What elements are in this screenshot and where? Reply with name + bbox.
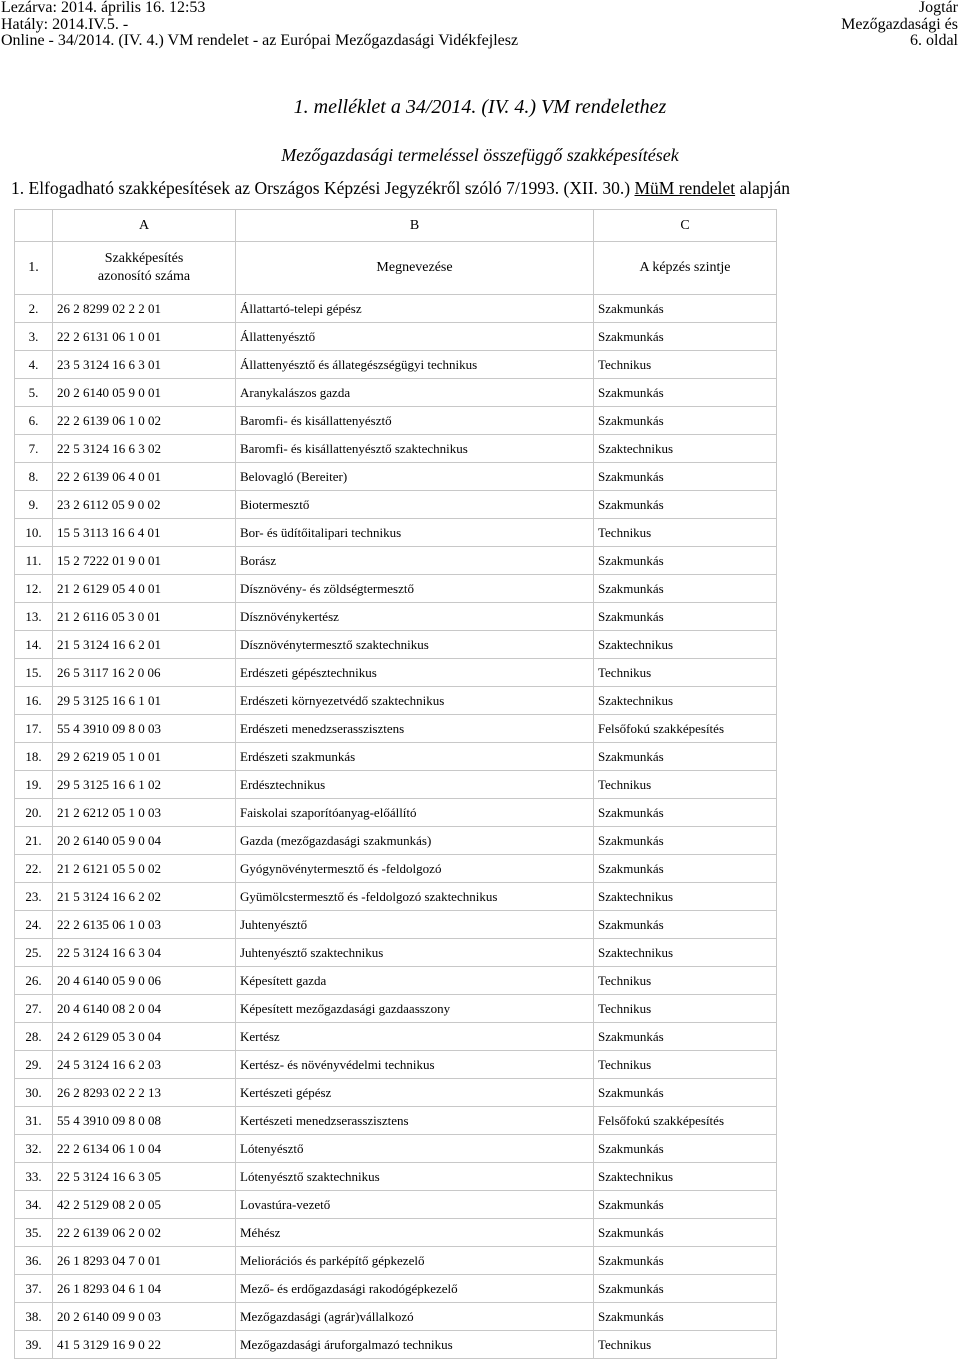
row-number: 8. — [15, 463, 53, 491]
qualification-code: 21 2 6116 05 3 0 01 — [53, 603, 236, 631]
qualification-name: Baromfi- és kisállattenyésztő szaktechnikus — [236, 435, 594, 463]
row-number: 35. — [15, 1219, 53, 1247]
table-row — [15, 1079, 777, 1107]
table-row — [15, 911, 777, 939]
row-number: 20. — [15, 799, 53, 827]
header-name: Megnevezése — [236, 242, 594, 295]
training-level: Technikus — [594, 1051, 777, 1079]
training-level: Technikus — [594, 995, 777, 1023]
qualification-name: Kertészeti gépész — [236, 1079, 594, 1107]
row-number: 19. — [15, 771, 53, 799]
qualification-code: 22 2 6139 06 4 0 01 — [53, 463, 236, 491]
qualification-name: Állattenyésztő — [236, 323, 594, 351]
qualification-name: Bor- és üdítőitalipari technikus — [236, 519, 594, 547]
qualification-name: Juhtenyésztő — [236, 911, 594, 939]
header-code-line1: Szakképesítés — [104, 251, 184, 266]
qualification-code: 20 2 6140 05 9 0 01 — [53, 379, 236, 407]
qualification-code: 20 2 6140 09 9 0 03 — [53, 1303, 236, 1331]
row-number: 12. — [15, 575, 53, 603]
table-row — [15, 1023, 777, 1051]
qualification-code: 21 5 3124 16 6 2 02 — [53, 883, 236, 911]
qualification-code: 21 2 6212 05 1 0 03 — [53, 799, 236, 827]
table-row — [15, 855, 777, 883]
table-row — [15, 407, 777, 435]
qualification-code: 21 5 3124 16 6 2 01 — [53, 631, 236, 659]
qualification-code: 26 2 8293 02 2 2 13 — [53, 1079, 236, 1107]
qualification-name: Lótenyésztő — [236, 1135, 594, 1163]
row-number: 28. — [15, 1023, 53, 1051]
qualification-name: Meliorációs és parképítő gépkezelő — [236, 1247, 594, 1275]
training-level: Technikus — [594, 659, 777, 687]
row-number: 10. — [15, 519, 53, 547]
table-row — [15, 1275, 777, 1303]
header-document-title: Online - 34/2014. (IV. 4.) VM rendelet - az Európai Mezőgazdasági Vidékfejlesz — [1, 32, 519, 49]
header-effect-date: Hatály: 2014.IV.5. - — [1, 15, 129, 33]
header-training-level: A képzés szintje — [594, 242, 777, 295]
qualification-code: 23 2 6112 05 9 0 02 — [53, 491, 236, 519]
table-row — [15, 1303, 777, 1331]
training-level: Szaktechnikus — [594, 435, 777, 463]
qualification-code: 22 2 6131 06 1 0 01 — [53, 323, 236, 351]
training-level: Technikus — [594, 771, 777, 799]
table-row — [15, 743, 777, 771]
row-number: 17. — [15, 715, 53, 743]
qualification-code: 55 4 3910 09 8 0 03 — [53, 715, 236, 743]
qualification-name: Állattenyésztő és állategészségügyi technikus — [236, 351, 594, 379]
training-level: Technikus — [594, 967, 777, 995]
qualification-name: Mezőgazdasági (agrár)vállalkozó — [236, 1303, 594, 1331]
table-row — [15, 967, 777, 995]
row-number: 14. — [15, 631, 53, 659]
table-row — [15, 771, 777, 799]
table-row — [15, 323, 777, 351]
qualification-name: Baromfi- és kisállattenyésztő — [236, 407, 594, 435]
qualification-name: Erdészeti gépésztechnikus — [236, 659, 594, 687]
header-closed-date: Lezárva: 2014. április 16. 12:53 — [1, 0, 206, 16]
training-level: Szakmunkás — [594, 827, 777, 855]
row-number: 37. — [15, 1275, 53, 1303]
table-row — [15, 463, 777, 491]
training-level: Szakmunkás — [594, 407, 777, 435]
qualification-code: 22 2 6139 06 1 0 02 — [53, 407, 236, 435]
qualification-code: 22 5 3124 16 6 3 05 — [53, 1163, 236, 1191]
table-row — [15, 659, 777, 687]
training-level: Szakmunkás — [594, 1275, 777, 1303]
qualification-code: 22 2 6134 06 1 0 04 — [53, 1135, 236, 1163]
training-level: Szakmunkás — [594, 1191, 777, 1219]
table-row — [15, 799, 777, 827]
qualification-name: Dísznövénykertész — [236, 603, 594, 631]
qualification-code: 29 5 3125 16 6 1 02 — [53, 771, 236, 799]
qualification-code: 41 5 3129 16 9 0 22 — [53, 1331, 236, 1359]
qualification-name: Kertészeti menedzserasszisztens — [236, 1107, 594, 1135]
table-row — [15, 491, 777, 519]
table-row — [15, 435, 777, 463]
qualification-code: 23 5 3124 16 6 3 01 — [53, 351, 236, 379]
qualification-code: 26 5 3117 16 2 0 06 — [53, 659, 236, 687]
training-level: Szaktechnikus — [594, 939, 777, 967]
qualification-name: Juhtenyésztő szaktechnikus — [236, 939, 594, 967]
qualification-name: Biotermesztő — [236, 491, 594, 519]
qualification-name: Lovastúra-vezető — [236, 1191, 594, 1219]
qualification-name: Aranykalászos gazda — [236, 379, 594, 407]
row-number: 22. — [15, 855, 53, 883]
row-number: 31. — [15, 1107, 53, 1135]
row-number: 5. — [15, 379, 53, 407]
training-level: Technikus — [594, 519, 777, 547]
training-level: Szaktechnikus — [594, 1163, 777, 1191]
qualification-name: Kertész- és növényvédelmi technikus — [236, 1051, 594, 1079]
qualification-name: Képesített mezőgazdasági gazdaasszony — [236, 995, 594, 1023]
row-number: 11. — [15, 547, 53, 575]
table-row — [15, 295, 777, 323]
training-level: Szakmunkás — [594, 603, 777, 631]
row-number: 9. — [15, 491, 53, 519]
table-row — [15, 351, 777, 379]
table-row — [15, 687, 777, 715]
training-level: Szakmunkás — [594, 743, 777, 771]
training-level: Szakmunkás — [594, 1303, 777, 1331]
table-row — [15, 603, 777, 631]
qualification-code: 26 1 8293 04 6 1 04 — [53, 1275, 236, 1303]
qualification-name: Lótenyésztő szaktechnikus — [236, 1163, 594, 1191]
qualification-code: 20 4 6140 05 9 0 06 — [53, 967, 236, 995]
training-level: Szakmunkás — [594, 1219, 777, 1247]
qualification-code: 15 5 3113 16 6 4 01 — [53, 519, 236, 547]
annex-title: 1. melléklet a 34/2014. (IV. 4.) VM rendelethez — [293, 96, 667, 118]
training-level: Szakmunkás — [594, 491, 777, 519]
training-level: Szakmunkás — [594, 575, 777, 603]
column-letter-c: C — [594, 210, 777, 242]
qualification-name: Kertész — [236, 1023, 594, 1051]
qualification-code: 24 2 6129 05 3 0 04 — [53, 1023, 236, 1051]
training-level: Szakmunkás — [594, 379, 777, 407]
qualification-name: Gazda (mezőgazdasági szakmunkás) — [236, 827, 594, 855]
table-row — [15, 1051, 777, 1079]
column-letter-a: A — [53, 210, 236, 242]
qualification-code: 20 4 6140 08 2 0 04 — [53, 995, 236, 1023]
qualification-name: Állattartó-telepi gépész — [236, 295, 594, 323]
column-header-row — [15, 242, 777, 295]
qualification-name: Belovagló (Bereiter) — [236, 463, 594, 491]
row-number: 27. — [15, 995, 53, 1023]
qualification-code: 21 2 6121 05 5 0 02 — [53, 855, 236, 883]
row-number: 3. — [15, 323, 53, 351]
training-level: Szakmunkás — [594, 547, 777, 575]
table-row — [15, 939, 777, 967]
training-level: Szakmunkás — [594, 323, 777, 351]
qualification-name: Erdésztechnikus — [236, 771, 594, 799]
qualification-name: Erdészeti menedzserasszisztens — [236, 715, 594, 743]
table-row — [15, 379, 777, 407]
table-row — [15, 827, 777, 855]
qualification-name: Dísznövény- és zöldségtermesztő — [236, 575, 594, 603]
row-number: 24. — [15, 911, 53, 939]
header-qualification-code — [53, 242, 236, 295]
table-row — [15, 1163, 777, 1191]
page-header-right — [841, 0, 958, 50]
training-level: Szakmunkás — [594, 799, 777, 827]
basis-suffix: alapján — [735, 178, 790, 198]
row-number: 38. — [15, 1303, 53, 1331]
row-number: 21. — [15, 827, 53, 855]
table-row — [15, 575, 777, 603]
qualification-code: 20 2 6140 05 9 0 04 — [53, 827, 236, 855]
table-row — [15, 547, 777, 575]
qualification-name: Mező- és erdőgazdasági rakodógépkezelő — [236, 1275, 594, 1303]
training-level: Technikus — [594, 351, 777, 379]
table-row — [15, 1107, 777, 1135]
qualification-code: 21 2 6129 05 4 0 01 — [53, 575, 236, 603]
column-letter-blank — [15, 210, 53, 242]
training-level: Szaktechnikus — [594, 631, 777, 659]
table-row — [15, 715, 777, 743]
qualification-code: 42 2 5129 08 2 0 05 — [53, 1191, 236, 1219]
qualification-name: Gyógynövénytermesztő és -feldolgozó — [236, 855, 594, 883]
training-level: Szakmunkás — [594, 463, 777, 491]
basis-paragraph — [11, 178, 790, 199]
section-subtitle: Mezőgazdasági termeléssel összefüggő szakképesítések — [281, 145, 679, 165]
column-letter-row — [15, 210, 777, 242]
qualification-code: 22 5 3124 16 6 3 02 — [53, 435, 236, 463]
row-number: 25. — [15, 939, 53, 967]
training-level: Szakmunkás — [594, 1079, 777, 1107]
table-row — [15, 995, 777, 1023]
row-number: 33. — [15, 1163, 53, 1191]
qualification-code: 22 2 6139 06 2 0 02 — [53, 1219, 236, 1247]
qualification-code: 22 2 6135 06 1 0 03 — [53, 911, 236, 939]
table-row — [15, 1191, 777, 1219]
qualification-code: 15 2 7222 01 9 0 01 — [53, 547, 236, 575]
training-level: Szakmunkás — [594, 855, 777, 883]
qualification-name: Gyümölcstermesztő és -feldolgozó szaktechnikus — [236, 883, 594, 911]
header-code-line2: azonosító száma — [97, 269, 191, 284]
training-level: Szakmunkás — [594, 1135, 777, 1163]
header-title-continuation: Mezőgazdasági és — [841, 15, 958, 33]
table-row — [15, 1135, 777, 1163]
qualification-code: 29 5 3125 16 6 1 01 — [53, 687, 236, 715]
basis-prefix: 1. Elfogadható szakképesítések az Országos Képzési Jegyzékről szóló 7/1993. (XII. 30.) — [11, 178, 635, 198]
qualification-name: Méhész — [236, 1219, 594, 1247]
qualification-name: Dísznövénytermesztő szaktechnikus — [236, 631, 594, 659]
qualifications-table — [14, 209, 777, 1359]
column-letter-b: B — [236, 210, 594, 242]
table-row — [15, 519, 777, 547]
training-level: Szakmunkás — [594, 1023, 777, 1051]
qualification-name: Erdészeti környezetvédő szaktechnikus — [236, 687, 594, 715]
row-number: 23. — [15, 883, 53, 911]
row-number: 15. — [15, 659, 53, 687]
training-level: Felsőfokú szakképesítés — [594, 715, 777, 743]
row-number: 34. — [15, 1191, 53, 1219]
training-level: Felsőfokú szakképesítés — [594, 1107, 777, 1135]
table-row — [15, 1219, 777, 1247]
row-number: 36. — [15, 1247, 53, 1275]
row-number: 30. — [15, 1079, 53, 1107]
header-page-number: 6. oldal — [910, 32, 958, 49]
row-number: 29. — [15, 1051, 53, 1079]
row-number: 6. — [15, 407, 53, 435]
training-level: Szakmunkás — [594, 911, 777, 939]
row-number: 16. — [15, 687, 53, 715]
row-number: 26. — [15, 967, 53, 995]
qualification-name: Borász — [236, 547, 594, 575]
row-number: 18. — [15, 743, 53, 771]
header-row-number: 1. — [15, 242, 53, 295]
table-row — [15, 883, 777, 911]
qualification-name: Faiskolai szaporítóanyag-előállító — [236, 799, 594, 827]
row-number: 32. — [15, 1135, 53, 1163]
qualification-name: Képesített gazda — [236, 967, 594, 995]
qualification-name: Erdészeti szakmunkás — [236, 743, 594, 771]
row-number: 2. — [15, 295, 53, 323]
training-level: Technikus — [594, 1331, 777, 1359]
row-number: 4. — [15, 351, 53, 379]
header-source: Jogtár — [918, 0, 958, 16]
table-row — [15, 1247, 777, 1275]
qualification-code: 29 2 6219 05 1 0 01 — [53, 743, 236, 771]
training-level: Szakmunkás — [594, 1247, 777, 1275]
table-row — [15, 631, 777, 659]
row-number: 39. — [15, 1331, 53, 1359]
basis-regulation-link[interactable]: MüM rendelet — [634, 178, 736, 198]
row-number: 13. — [15, 603, 53, 631]
qualification-name: Mezőgazdasági áruforgalmazó technikus — [236, 1331, 594, 1359]
qualification-code: 24 5 3124 16 6 2 03 — [53, 1051, 236, 1079]
qualification-code: 55 4 3910 09 8 0 08 — [53, 1107, 236, 1135]
qualification-code: 26 2 8299 02 2 2 01 — [53, 295, 236, 323]
qualification-code: 26 1 8293 04 7 0 01 — [53, 1247, 236, 1275]
page-header-left — [1, 0, 518, 50]
training-level: Szaktechnikus — [594, 883, 777, 911]
qualification-code: 22 5 3124 16 6 3 04 — [53, 939, 236, 967]
row-number: 7. — [15, 435, 53, 463]
training-level: Szakmunkás — [594, 295, 777, 323]
training-level: Szaktechnikus — [594, 687, 777, 715]
